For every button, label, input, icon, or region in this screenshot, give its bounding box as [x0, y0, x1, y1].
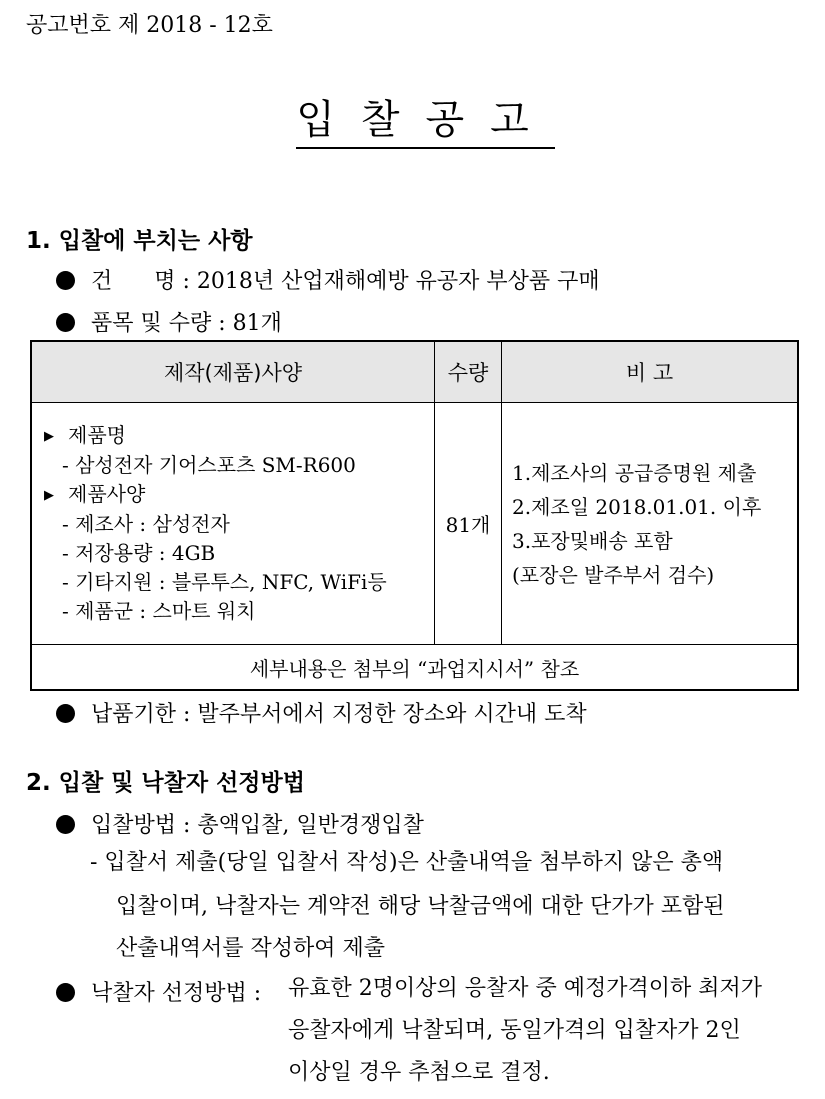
method-detail-line: 입찰이며, 낙찰자는 계약전 해당 낙찰금액에 대한 단가가 포함된 — [116, 894, 725, 919]
method-detail-line: - 입찰서 제출(당일 입찰서 작성)은 산출내역을 첨부하지 않은 총액 — [90, 850, 724, 875]
spec-line — [44, 421, 434, 451]
selection-text-line: 유효한 2명이상의 응찰자 중 예정가격이하 최저가 — [288, 976, 763, 1001]
note-line: 3.포장및배송 포함 — [512, 528, 673, 553]
triangle-bullet-icon: ▶ — [44, 429, 54, 444]
section1-heading: 1. 입찰에 부치는 사항 — [26, 228, 253, 254]
delivery-text: 납품기한 : 발주부서에서 지정한 장소와 시간내 도착 — [91, 702, 587, 727]
method-line — [56, 808, 424, 839]
method-detail-line: 산출내역서를 작성하여 제출 — [116, 936, 386, 961]
bullet-icon — [56, 704, 75, 723]
spec-line: - 제품군 : 스마트 워치 — [62, 599, 256, 623]
page-title-text: 입찰공고 — [296, 97, 555, 149]
page-title — [0, 88, 825, 145]
bullet-icon — [56, 271, 75, 290]
section2-heading: 2. 입찰 및 낙찰자 선정방법 — [26, 770, 305, 796]
delivery-line — [56, 697, 587, 728]
items-line — [56, 306, 282, 337]
bullet-icon — [56, 313, 75, 332]
spec-table-header-row — [31, 341, 798, 403]
spec-heading: 제품사양 — [68, 482, 146, 506]
quantity-cell: 81개 — [435, 403, 502, 645]
notice-number: 공고번호 제 2018 - 12호 — [26, 13, 273, 38]
selection-label: 낙찰자 선정방법 : — [91, 981, 262, 1006]
bullet-icon — [56, 815, 75, 834]
note-line: 1.제조사의 공급증명원 제출 — [512, 460, 757, 485]
selection-line — [56, 976, 261, 1007]
method-text: 입찰방법 : 총액입찰, 일반경쟁입찰 — [91, 813, 424, 838]
items-text: 품목 및 수량 : 81개 — [91, 311, 282, 336]
subject-line — [56, 264, 600, 295]
spec-line — [44, 480, 434, 510]
selection-text-line: 이상일 경우 추첨으로 결정. — [288, 1060, 550, 1085]
spec-table-footnote-row — [31, 645, 798, 691]
subject-text: 건 명 : 2018년 산업재해예방 유공자 부상품 구매 — [91, 269, 600, 294]
notes-cell — [502, 403, 799, 645]
spec-line: - 삼성전자 기어스포츠 SM-R600 — [62, 453, 356, 477]
header-spec: 제작(제품)사양 — [31, 341, 435, 403]
header-notes: 비 고 — [502, 341, 799, 403]
triangle-bullet-icon: ▶ — [44, 488, 54, 503]
note-line: (포장은 발주부서 검수) — [512, 562, 715, 587]
table-footnote: 세부내용은 첨부의 “과업지시서” 참조 — [31, 645, 798, 691]
spec-line: - 제조사 : 삼성전자 — [62, 512, 230, 536]
spec-table — [30, 340, 799, 691]
spec-cell — [31, 403, 435, 645]
header-quantity: 수량 — [435, 341, 502, 403]
spec-table-body-row — [31, 403, 798, 645]
spec-line: - 저장용량 : 4GB — [62, 541, 216, 565]
bullet-icon — [56, 983, 75, 1002]
spec-line: - 기타지원 : 블루투스, NFC, WiFi등 — [62, 570, 387, 594]
spec-heading: 제품명 — [68, 423, 126, 447]
note-line: 2.제조일 2018.01.01. 이후 — [512, 494, 762, 519]
selection-text-line: 응찰자에게 낙찰되며, 동일가격의 입찰자가 2인 — [288, 1018, 741, 1043]
